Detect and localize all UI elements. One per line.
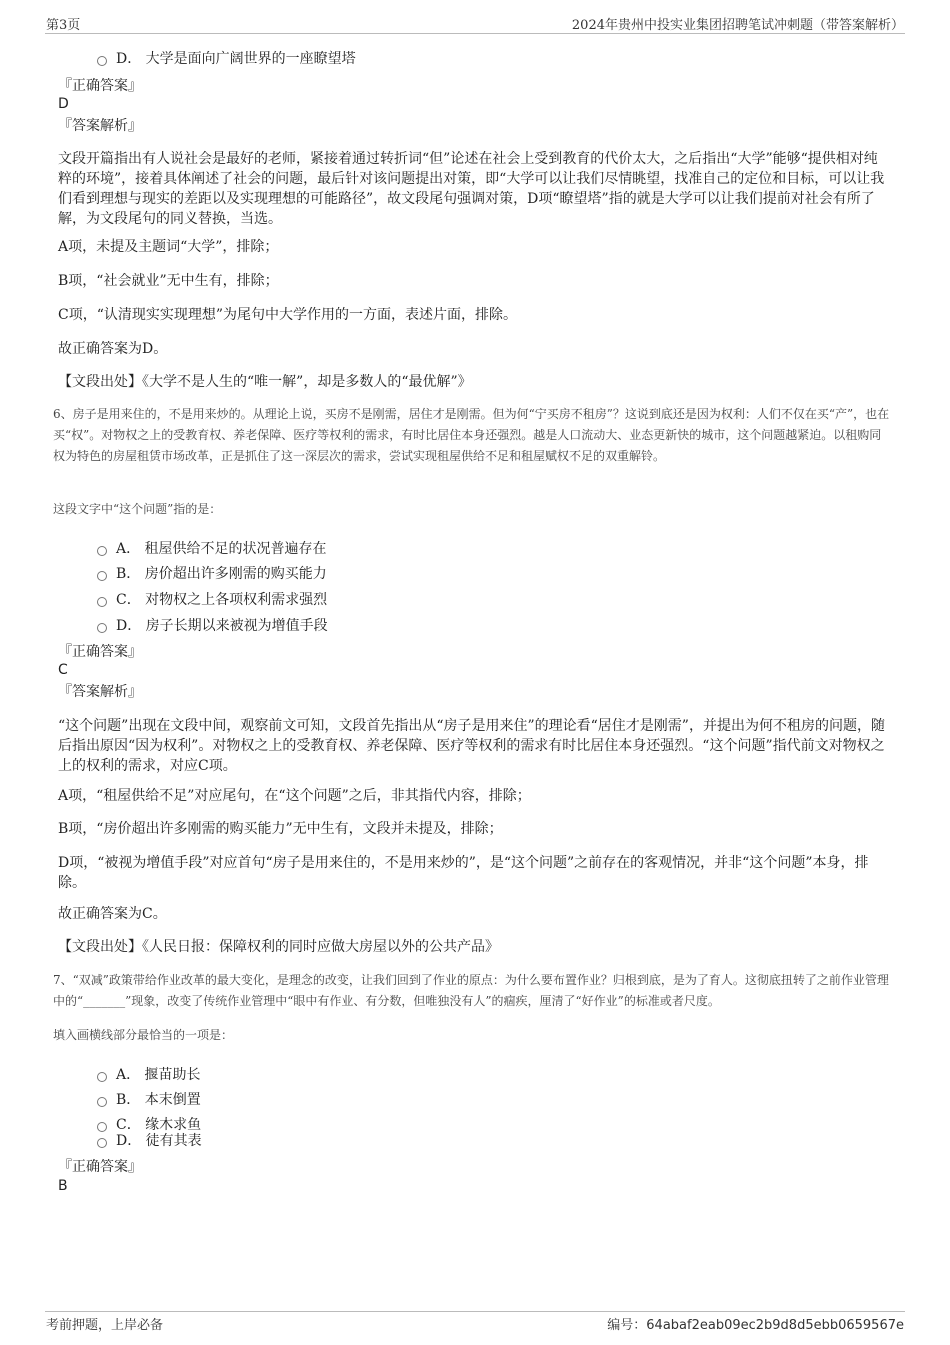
radio-icon[interactable] xyxy=(97,597,107,607)
radio-icon[interactable] xyxy=(97,623,107,633)
radio-icon[interactable] xyxy=(97,56,107,66)
analysis-label: 『答案解析』 xyxy=(58,118,142,134)
q6-option-c[interactable] xyxy=(97,589,327,609)
analysis-option-a: A项，“租屋供给不足”对应尾句，在“这个问题”之后，非其指代内容，排除； xyxy=(58,788,531,804)
answer-label: 『正确答案』 xyxy=(58,78,142,94)
conclusion: 故正确答案为D。 xyxy=(58,341,168,357)
question-6-stem: 6、房子是用来住的，不是用来炒的。从理论上说，买房不是刚需，居住才是刚需。但为何“宁买房不租房”？这说到底还是因为权利：人们不仅在买“产”，也在买“权”。对物权之上的受教育权、养老保障、医疗等权利的需求，有时比居住本身还强烈。越是人口流动大、业态更新快的城市，这个问题越紧迫。以租购同权为特色的房屋租赁市场改革，正是抓住了这一深层次的需求，尝试实现租屋供给不足和租屋赋权不足的双重解铃。 xyxy=(53,407,890,463)
answer-value: C xyxy=(58,662,68,678)
answer-label: 『正确答案』 xyxy=(58,644,142,660)
footer-divider xyxy=(45,1311,905,1312)
analysis-label: 『答案解析』 xyxy=(58,684,142,700)
option-label: C． 对物权之上各项权利需求强烈 xyxy=(116,592,328,608)
answer-label: 『正确答案』 xyxy=(58,1159,142,1175)
option-label: B． 房价超出许多刚需的购买能力 xyxy=(116,566,327,582)
question-7-prompt: 填入画横线部分最恰当的一项是： xyxy=(53,1028,234,1042)
q6-option-b[interactable] xyxy=(97,563,327,583)
question-7-stem xyxy=(53,970,893,1012)
radio-icon[interactable] xyxy=(97,571,107,581)
q7-option-b[interactable] xyxy=(97,1089,201,1109)
code-value: 64abaf2eab09ec2b9d8d5ebb0659567e xyxy=(646,1318,904,1333)
q6-option-a[interactable] xyxy=(97,538,327,558)
q7-option-a[interactable] xyxy=(97,1064,201,1084)
source: 【文段出处】《大学不是人生的“唯一解”，却是多数人的“最优解”》 xyxy=(58,374,472,390)
footer-code xyxy=(607,1314,904,1333)
analysis-option-c: C项，“认清现实实现理想”为尾句中大学作用的一方面，表述片面，排除。 xyxy=(58,307,518,323)
option-label: B． 本末倒置 xyxy=(116,1092,201,1108)
header-divider xyxy=(45,33,905,34)
footer-slogan: 考前押题，上岸必备 xyxy=(46,1318,164,1333)
option-label: D． 徒有其表 xyxy=(116,1133,202,1149)
option-label: A． 租屋供给不足的状况普遍存在 xyxy=(116,541,327,557)
radio-icon[interactable] xyxy=(97,1097,107,1107)
answer-value: B xyxy=(58,1178,68,1194)
page-number: 第3页 xyxy=(46,18,81,33)
q7-option-d[interactable] xyxy=(97,1130,202,1150)
q6-option-d[interactable] xyxy=(97,615,328,635)
source: 【文段出处】《人民日报：保障权利的同时应做大房屋以外的公共产品》 xyxy=(58,939,499,955)
analysis-text: 文段开篇指出有人说社会是最好的老师，紧接着通过转折词“但”论述在社会上受到教育的代价太大，之后指出“大学”能够“提供相对纯粹的环境”，接着具体阐述了社会的问题，最后针对该问题提出对策，即“大学可以让我们尽情眺望，找准自己的定位和目标，可以让我们看到理想与现实的差距以及实现理想的可能路径”，故文段尾句强调对策，D项“瞭望塔”指的就是大学可以让我们提前对社会有所了解，为文段尾句的同义替换，当选。 xyxy=(58,151,885,227)
analysis-option-a: A项，未提及主题词“大学”，排除； xyxy=(58,239,279,255)
conclusion: 故正确答案为C。 xyxy=(58,906,167,922)
option-label: D． 大学是面向广阔世界的一座瞭望塔 xyxy=(116,51,356,67)
q5-option-d[interactable] xyxy=(97,48,356,68)
radio-icon[interactable] xyxy=(97,1138,107,1148)
analysis-option-b: B项，“社会就业”无中生有，排除； xyxy=(58,273,279,289)
question-6-prompt: 这段文字中“这个问题”指的是： xyxy=(53,502,222,516)
code-label: 编号： xyxy=(607,1318,647,1333)
option-label: C． 缘木求鱼 xyxy=(116,1117,202,1133)
answer-value: D xyxy=(58,96,69,112)
option-label: D． 房子长期以来被视为增值手段 xyxy=(116,618,328,634)
option-label: A． 揠苗助长 xyxy=(116,1067,201,1083)
fill-blank: _______ xyxy=(83,994,126,1008)
radio-icon[interactable] xyxy=(97,1072,107,1082)
analysis-option-b: B项，“房价超出许多刚需的购买能力”无中生有，文段并未提及，排除； xyxy=(58,821,503,837)
analysis-option-d: D项，“被视为增值手段”对应首句“房子是用来住的，不是用来炒的”，是“这个问题”之前存在的客观情况，并非“这个问题”本身，排除。 xyxy=(58,855,869,891)
radio-icon[interactable] xyxy=(97,546,107,556)
stem-text: ”现象，改变了传统作业管理中“眼中有作业、有分数，但唯独没有人”的痼疾，厘清了“好作业”的标准或者尺度。 xyxy=(125,994,720,1008)
stem-text: 7、“双减”政策带给作业改革的最大变化，是理念的改变，让我们回到了作业的原点：为什么要布置作业？归根到底，是为了育人。这彻底扭转了之前作业管理中的“ xyxy=(53,973,889,1008)
analysis-text: “这个问题”出现在文段中间，观察前文可知，文段首先指出从“房子是用来住”的理论看“居住才是刚需”，并提出为何不租房的问题，随后指出原因“因为权利”。对物权之上的受教育权、养老保障、医疗等权利的需求有时比居住本身还强烈。“这个问题”指代前文对物权之上的权利的需求，对应C项。 xyxy=(58,718,885,774)
document-title: 2024年贵州中投实业集团招聘笔试冲刺题（带答案解析） xyxy=(571,18,904,33)
